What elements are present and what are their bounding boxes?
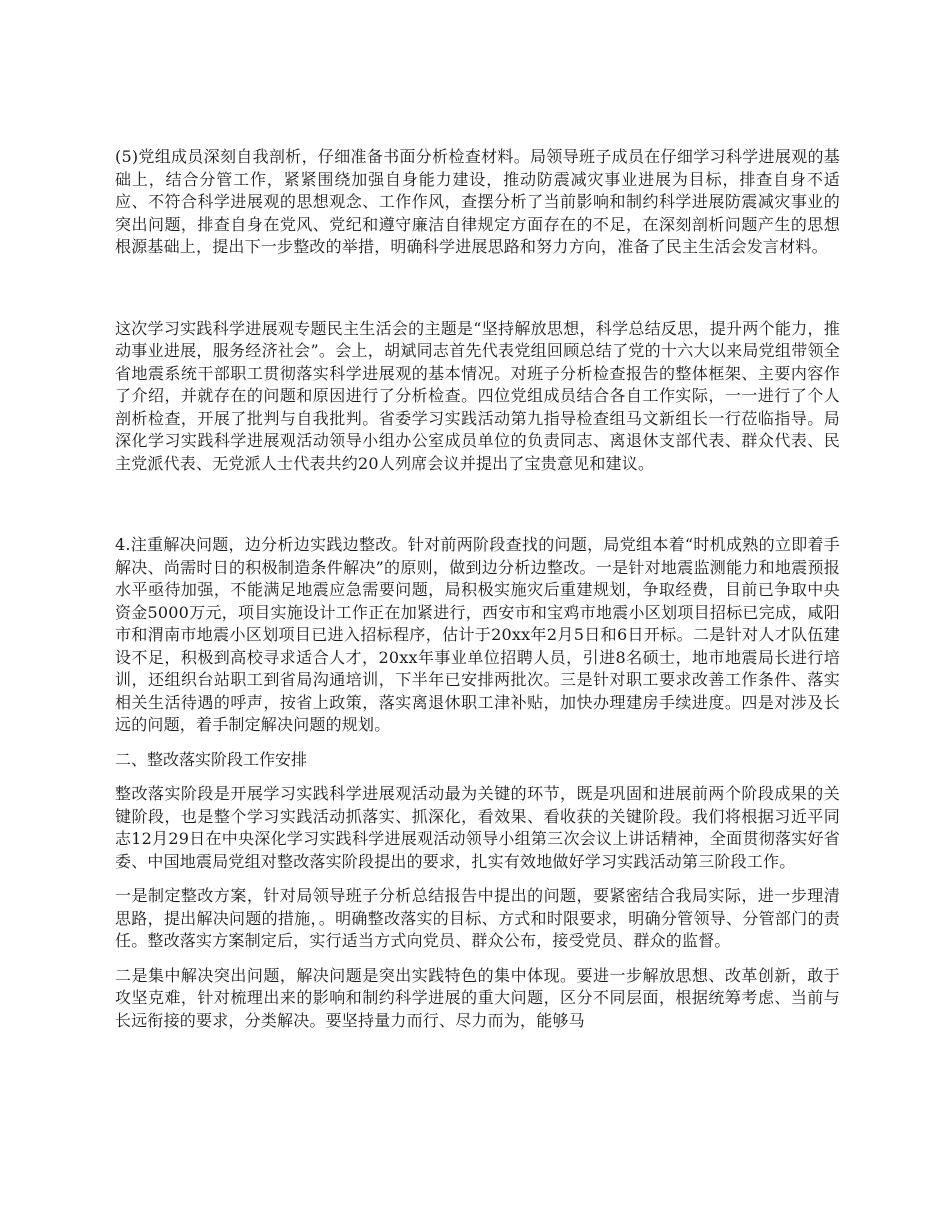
paragraph-problem-solving: 4.注重解决问题，边分析边实践边整改。针对前两阶段查找的问题，局党组本着“时机成熟的立即着手解决、尚需时日的积极制造条件解决”的原则，做到边分析边整改。一是针对地震监测能力和地震预报水平亟待加强，不能满足地震应急需要问题，局积极实施灾后重建规划，争取经费，目前已争取中央资金5000万元，项目实施设计工作正在加紧进行，西安市和宝鸡市地震小区划项目招标已完成，咸阳市和渭南市地震小区划项目已进入招标程序，估计于20xx年2月5日和6日开标。二是针对人才队伍建设不足，积极到高校寻求适合人才，20xx年事业单位招聘人员，引进8名硕士，地市地震局长进行培训，还组织台站职工到省局沟通培训，下半年已安排两批次。三是针对职工要求改善工作条件、落实相关生活待遇的呼声，按省上政策，落实离退休职工津补贴，加快办理建房手续进度。四是对涉及长远的问题，着手制定解决问题的规划。: [115, 535, 840, 734]
paragraph-self-analysis: (5)党组成员深刻自我剖析，仔细准备书面分析检查材料。局领导班子成员在仔细学习科学进展观的基础上，结合分管工作，紧紧围绕加强自身能力建设，推动防震减灾事业进展为目标，排查自身不适应、不符合科学进展观的思想观念、工作作风，查摆分析了当前影响和制约科学进展防震减灾事业的突出问题，排查自身在党风、党纪和遵守廉洁自律规定方面存在的不足，在深刻剖析问题产生的思想根源基础上，提出下一步整改的举措，明确科学进展思路和努力方向，准备了民主生活会发言材料。: [115, 147, 840, 256]
paragraph-rectification-stage: 整改落实阶段是开展学习实践科学进展观活动最为关键的环节，既是巩固和进展前两个阶段成果的关键阶段，也是整个学习实践活动抓落实、抓深化，看效果、看收获的关键阶段。我们将根据习近平同志12月29日在中央深化学习实践科学进展观活动领导小组第三次会议上讲话精神，全面贯彻落实好省委、中国地震局党组对整改落实阶段提出的要求，扎实有效地做好学习实践活动第三阶段工作。: [115, 784, 840, 871]
paragraph-solve-problems: 二是集中解决突出问题，解决问题是突出实践特色的集中体现。要进一步解放思想、改革创新，敢于攻坚克难，针对梳理出来的影响和制约科学进展的重大问题，区分不同层面，根据统筹考虑、当前与长远衔接的要求，分类解决。要坚持量力而行、尽力而为，能够马: [115, 965, 840, 1030]
section-heading-rectification: 二、整改落实阶段工作安排: [115, 749, 308, 769]
paragraph-democratic-meeting: 这次学习实践科学进展观专题民主生活会的主题是“坚持解放思想，科学总结反思，提升两个能力，推动事业进展，服务经济社会”。会上，胡斌同志首先代表党组回顾总结了党的十六大以来局党组带领全省地震系统干部职工贯彻落实科学进展观的基本情况。对班子分析检查报告的整体框架、主要内容作了介绍，并就存在的问题和原因进行了分析检查。四位党组成员结合各自工作实际，一一进行了个人剖析检查，开展了批判与自我批判。省委学习实践活动第九指导检查组马文新组长一行莅临指导。局深化学习实践科学进展观活动领导小组办公室成员单位的负责同志、离退休支部代表、群众代表、民主党派代表、无党派人士代表共约20人列席会议并提出了宝贵意见和建议。: [115, 318, 840, 473]
paragraph-rectification-plan: 一是制定整改方案，针对局领导班子分析总结报告中提出的问题，要紧密结合我局实际，进一步理清思路，提出解决问题的措施，。明确整改落实的目标、方式和时限要求，明确分管领导、分管部门的责任。整改落实方案制定后，实行适当方式向党员、群众公布，接受党员、群众的监督。: [115, 886, 840, 950]
document-page: [115, 146, 840, 1032]
